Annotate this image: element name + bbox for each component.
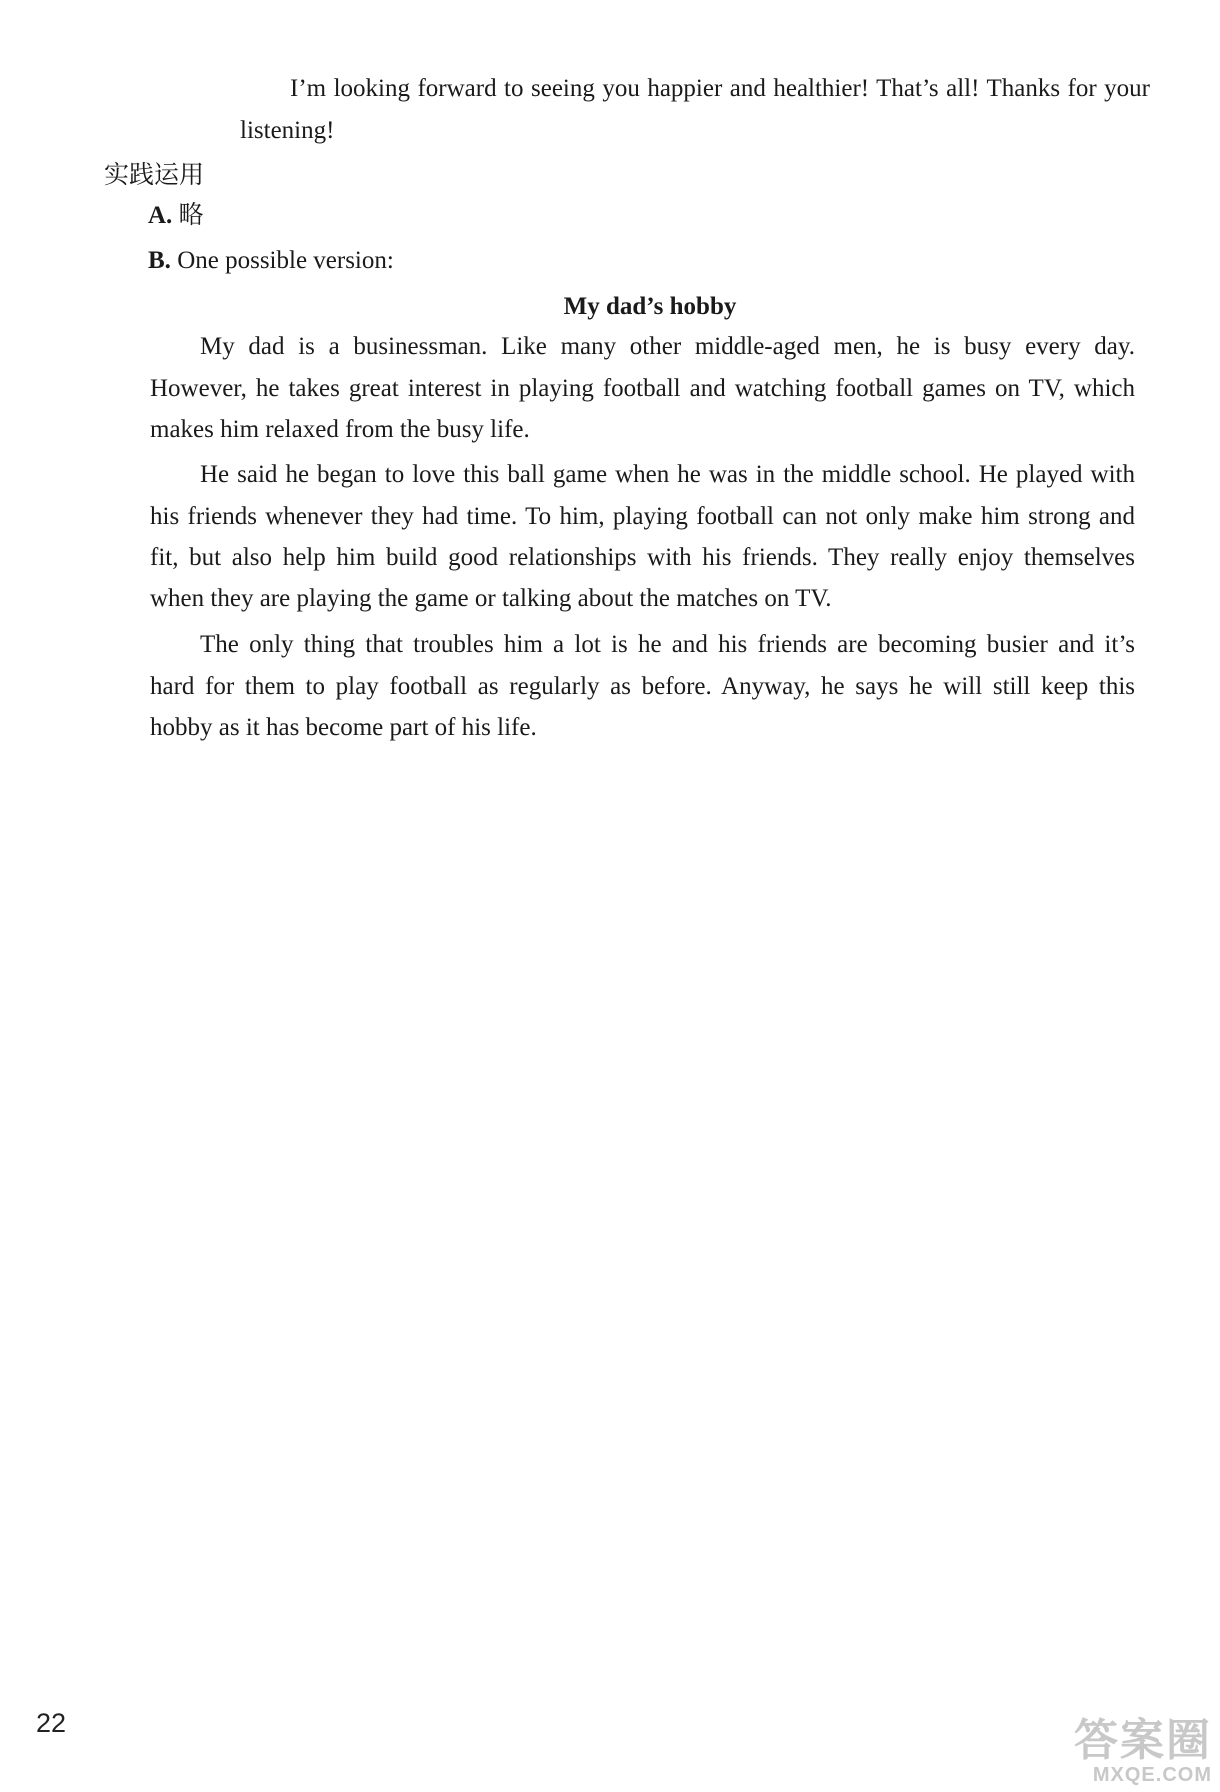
watermark-url: MXQE.COM — [1092, 1764, 1212, 1786]
item-a-label: A. — [148, 202, 173, 229]
essay-p1-line-1: My dad is a businessman. Like many other middle-aged men, he is busy every day. — [200, 333, 1135, 360]
closing-line-1: I’m looking forward to seeing you happier and healthier! That’s all! Thanks for your — [290, 75, 1150, 102]
essay-p3-line-2: hard for them to play football as regularly as before. Anyway, he says he will still keep this — [150, 673, 1135, 700]
item-b-text: One possible version: — [177, 247, 394, 274]
page-number: 22 — [36, 1708, 67, 1738]
essay-p1-line-3: makes him relaxed from the busy life. — [150, 416, 530, 443]
essay-p2-line-4: when they are playing the game or talking about the matches on TV. — [150, 585, 832, 612]
item-b-label: B. — [148, 247, 171, 274]
section-heading: 实践运用 — [104, 160, 205, 189]
essay-p3-line-3: hobby as it has become part of his life. — [150, 714, 537, 741]
essay-p2-line-1: He said he began to love this ball game when he was in the middle school. He played with — [200, 461, 1135, 488]
essay-p1-line-2: However, he takes great interest in playing football and watching football games on TV, which — [150, 375, 1135, 402]
essay-p2-line-3: fit, but also help him build good relationships with his friends. They really enjoy themselves — [150, 544, 1135, 571]
essay-p3-line-1: The only thing that troubles him a lot is he and his friends are becoming busier and it’s — [200, 631, 1135, 658]
item-a — [148, 198, 204, 233]
watermark-chinese: 答案圈 — [1074, 1715, 1212, 1766]
closing-line-2: listening! — [240, 117, 335, 144]
watermark-logo — [1074, 1715, 1212, 1786]
essay-p2-line-2: his friends whenever they had time. To him, playing football can not only make him strong and — [150, 503, 1135, 530]
item-a-text: 略 — [178, 200, 204, 229]
essay-title: My dad’s hobby — [563, 293, 737, 320]
item-b — [148, 244, 394, 278]
